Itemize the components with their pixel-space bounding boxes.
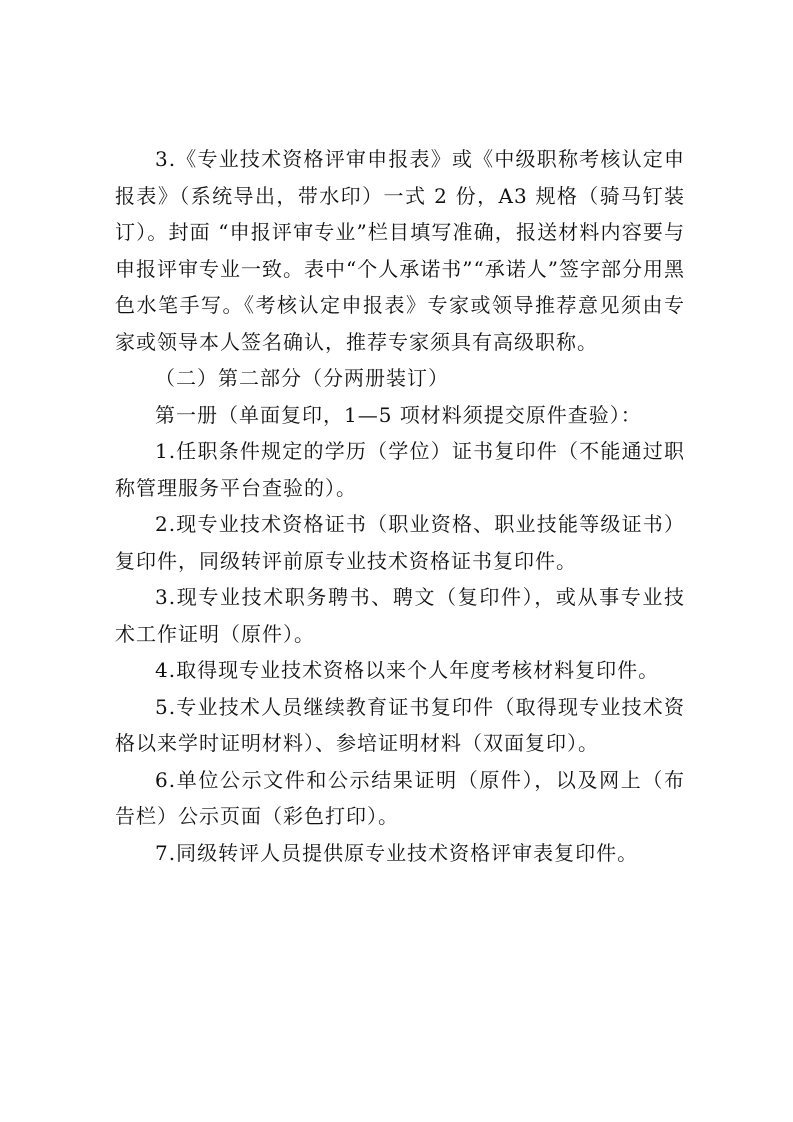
list-item-annual-assessment: 4.取得现专业技术资格以来个人年度考核材料复印件。 <box>155 658 660 682</box>
list-item-qualification-certificate: 2.现专业技术资格证书（职业资格、职业技能等级证书）复印件，同级转评前原专业技术资格证书复印件。 <box>115 512 685 573</box>
section-heading-part-two: （二）第二部分（分两册装订） <box>155 366 449 390</box>
list-item-public-notice: 6.单位公示文件和公示结果证明（原件），以及网上（布告栏）公示页面（彩色打印）。 <box>115 767 685 828</box>
list-item-continuing-education: 5.专业技术人员继续教育证书复印件（取得现专业技术资格以来学时证明材料）、参培证明材料（双面复印）。 <box>115 694 685 755</box>
list-item-degree-certificate: 1.任职条件规定的学历（学位）证书复印件（不能通过职称管理服务平台查验的）。 <box>115 439 685 500</box>
list-item-transfer-review-form: 7.同级转评人员提供原专业技术资格评审表复印件。 <box>155 840 639 865</box>
paragraph-application-form: 3.《专业技术资格评审申报表》或《中级职称考核认定申报表》（系统导出，带水印）一式 2 份，A3 规格（骑马钉装订）。封面 “申报评审专业”栏目填写准确，报送材料内容要与申报评审专业一致。表中“个人承诺书”“承诺人”签字部分用黑色水笔手写。《考核认定申报表》专家或领导推荐意见须由专家或领导本人签名确认，推荐专家须具有高级职称。 <box>115 147 685 354</box>
volume-one-heading: 第一册（单面复印，1—5 项材料须提交原件查验）： <box>155 402 642 427</box>
document-body <box>115 141 685 871</box>
list-item-appointment-letter: 3.现专业技术职务聘书、聘文（复印件），或从事专业技术工作证明（原件）。 <box>115 585 685 646</box>
